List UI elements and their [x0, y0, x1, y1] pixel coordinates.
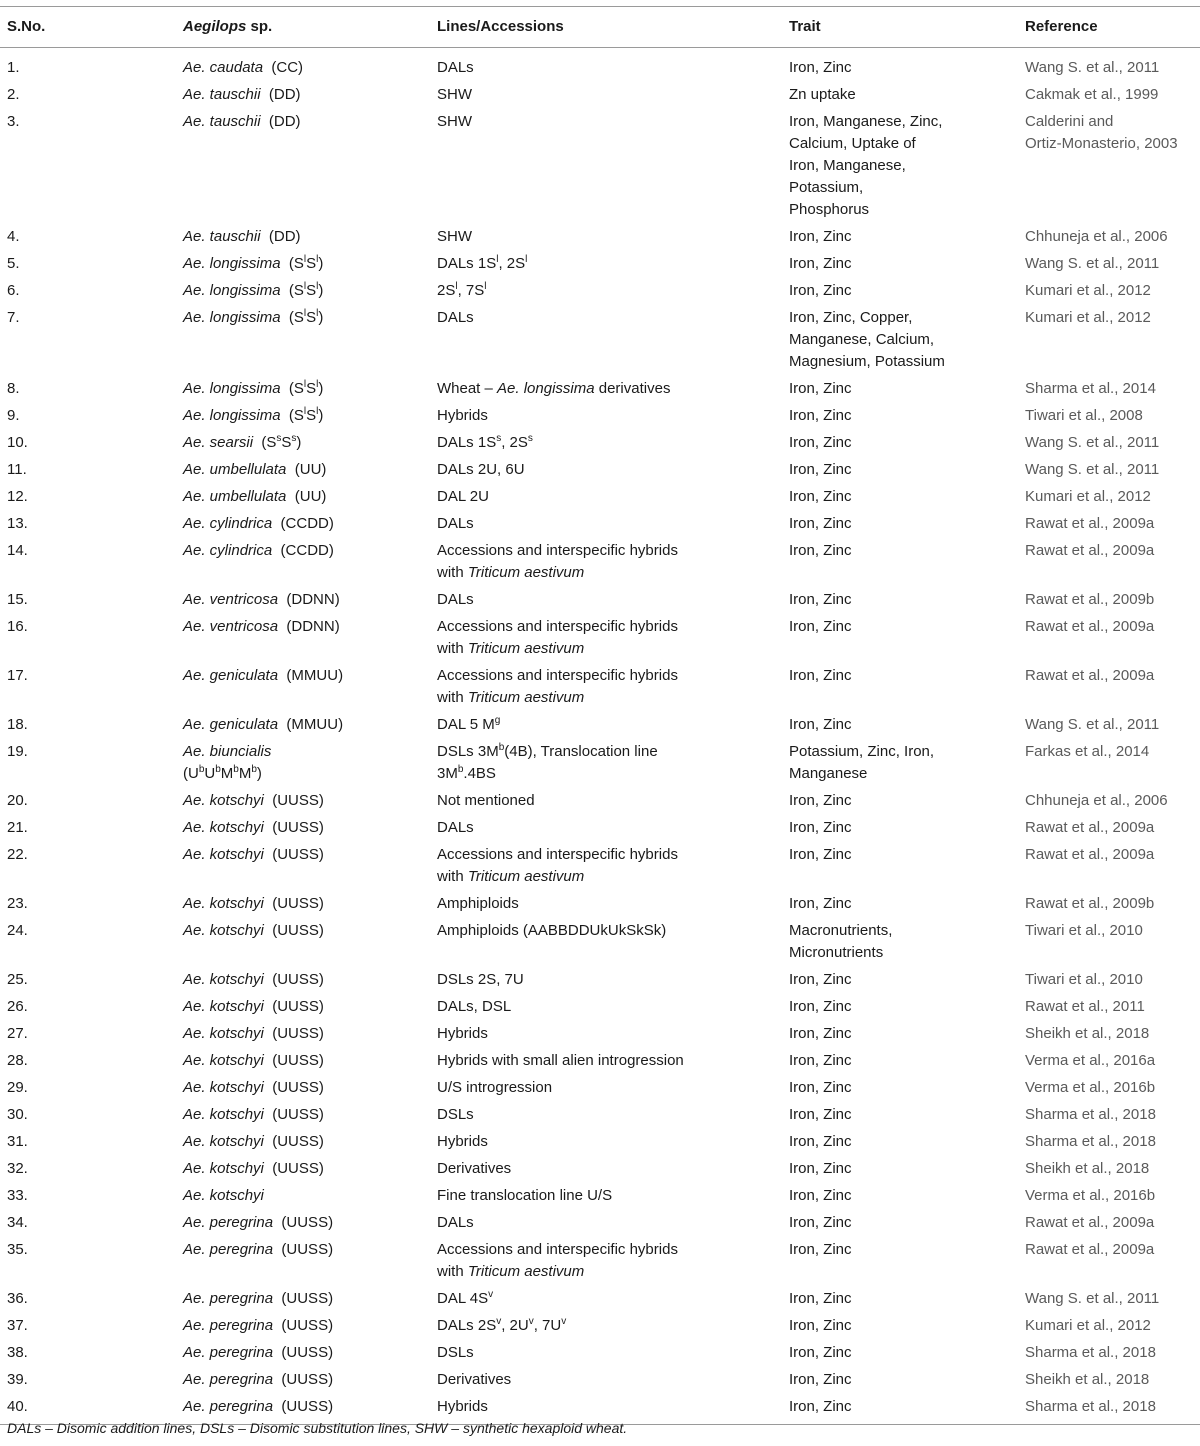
row-species: Ae. peregrina (UUSS): [183, 1241, 334, 1258]
row-species: Ae. umbellulata (UU): [183, 461, 327, 478]
row-reference: Rawat et al., 2009a: [1025, 1241, 1155, 1258]
row-species: Ae. cylindrica (CCDD): [183, 542, 334, 559]
row-lines: Hybrids: [437, 407, 488, 424]
table-row: [0, 1181, 1200, 1208]
row-reference: Sheikh et al., 2018: [1025, 1025, 1150, 1042]
row-species: Ae. peregrina (UUSS): [183, 1290, 334, 1307]
row-reference: Sharma et al., 2018: [1018, 1392, 1200, 1425]
row-lines: DALs: [437, 591, 474, 608]
row-species: Ae. longissima $(S^lS^l)$: [183, 406, 324, 424]
row-number: 9.: [7, 407, 20, 424]
row-reference: Rawat et al., 2009a: [1025, 1214, 1155, 1231]
row-species: Ae. kotschyi (UUSS): [183, 1160, 324, 1177]
row-species: Ae. kotschyi (UUSS): [183, 1133, 324, 1150]
row-number: 16.: [7, 618, 28, 635]
row-reference: Rawat et al., 2011: [1025, 998, 1145, 1015]
table-row: [0, 585, 1200, 612]
row-species: Ae. peregrina (UUSS): [183, 1344, 334, 1361]
row-lines: DALs: [437, 309, 474, 326]
table-footnote: DALs – Disomic addition lines, DSLs – Disomic substitution lines, SHW – synthetic hexaploid wheat.: [7, 1420, 628, 1436]
row-species: Ae. peregrina (UUSS): [176, 1392, 430, 1425]
row-lines: DALs: [437, 819, 474, 836]
row-number: 8.: [7, 380, 20, 397]
row-number: 19.: [7, 743, 28, 760]
row-reference: Farkas et al., 2014: [1025, 743, 1150, 760]
row-species: Ae. geniculata (MMUU): [183, 667, 344, 684]
table-row: [0, 612, 1200, 661]
row-number: 12.: [7, 488, 28, 505]
row-reference: Rawat et al., 2009a: [1025, 515, 1155, 532]
row-trait: Iron, Zinc: [789, 1106, 852, 1123]
row-lines: SHW: [437, 228, 472, 245]
row-species: Ae. kotschyi (UUSS): [183, 1025, 324, 1042]
row-trait: Iron, Zinc: [789, 1241, 852, 1258]
row-number: 24.: [7, 922, 28, 939]
row-species: Ae. peregrina (UUSS): [183, 1317, 334, 1334]
row-number: 34.: [7, 1214, 28, 1231]
row-reference: Verma et al., 2016a: [1025, 1052, 1156, 1069]
row-reference: Kumari et al., 2012: [1025, 488, 1151, 505]
row-number: 25.: [7, 971, 28, 988]
row-number: 30.: [7, 1106, 28, 1123]
table-row: [0, 1338, 1200, 1365]
row-trait: Iron, Zinc: [789, 591, 852, 608]
row-lines: Hybrids: [437, 1025, 488, 1042]
row-species: Ae. tauschii (DD): [183, 86, 301, 103]
row-number: 28.: [7, 1052, 28, 1069]
table-row: [0, 428, 1200, 455]
table-row: [0, 840, 1200, 889]
row-reference: Rawat et al., 2009a: [1025, 618, 1155, 635]
row-species: Ae. kotschyi (UUSS): [183, 792, 324, 809]
table-row: [0, 1046, 1200, 1073]
row-species: Ae. kotschyi (UUSS): [183, 819, 324, 836]
header-species: Aegilops sp.: [176, 7, 430, 48]
row-species: Ae. kotschyi (UUSS): [183, 998, 324, 1015]
row-number: 10.: [7, 434, 28, 451]
row-species: Ae. ventricosa (DDNN): [183, 591, 340, 608]
table-row: [0, 401, 1200, 428]
table-row: [0, 1365, 1200, 1392]
table-row: [0, 1073, 1200, 1100]
row-trait: Iron, Zinc, Copper, Manganese, Calcium, Magnesium, Potassium: [789, 309, 945, 370]
row-number: 15.: [7, 591, 28, 608]
row-reference: Tiwari et al., 2008: [1025, 407, 1143, 424]
row-trait: Iron, Zinc: [789, 819, 852, 836]
row-lines: DAL 5 $M^g$: [437, 715, 501, 733]
table-row: [0, 813, 1200, 840]
row-species: Ae. umbellulata (UU): [183, 488, 327, 505]
row-species: Ae. peregrina (UUSS): [183, 1371, 334, 1388]
row-number: 3.: [7, 113, 20, 130]
row-trait: Iron, Zinc: [789, 1344, 852, 1361]
row-number: 26.: [7, 998, 28, 1015]
row-species: Ae. ventricosa (DDNN): [183, 618, 340, 635]
row-species: Ae. peregrina (UUSS): [183, 1214, 334, 1231]
row-number: 1.: [7, 59, 20, 76]
row-lines: SHW: [437, 113, 472, 130]
row-trait: Iron, Zinc: [789, 255, 852, 272]
row-reference: Wang S. et al., 2011: [1025, 255, 1160, 272]
row-lines: Amphiploids: [437, 895, 519, 912]
row-species: Ae. kotschyi: [183, 1187, 264, 1204]
row-lines: Hybrids with small alien introgression: [437, 1052, 684, 1069]
row-trait: Iron, Zinc: [789, 618, 852, 635]
row-number: 35.: [7, 1241, 28, 1258]
row-reference: Verma et al., 2016b: [1025, 1079, 1156, 1096]
row-species: Ae. longissima $(S^lS^l)$: [183, 379, 324, 397]
row-lines: DSLs 2S, 7U: [437, 971, 524, 988]
table-row: [0, 455, 1200, 482]
row-lines: DAL 2U: [437, 488, 489, 505]
row-trait: Iron, Zinc: [789, 228, 852, 245]
row-number: 17.: [7, 667, 28, 684]
table-row: [0, 710, 1200, 737]
row-lines: DSLs: [437, 1344, 474, 1361]
table-row: [0, 1019, 1200, 1046]
table-row: [0, 374, 1200, 401]
row-species: Ae. kotschyi (UUSS): [183, 895, 324, 912]
row-number: 38.: [7, 1344, 28, 1361]
table-row: [0, 661, 1200, 710]
row-species: Ae. longissima $(S^lS^l)$: [183, 254, 324, 272]
row-species: Ae. kotschyi (UUSS): [183, 1106, 324, 1123]
row-species: Ae. geniculata (MMUU): [183, 716, 344, 733]
row-number: 32.: [7, 1160, 28, 1177]
table-row: [0, 276, 1200, 303]
row-reference: Kumari et al., 2012: [1025, 309, 1151, 326]
row-species: Ae. cylindrica (CCDD): [183, 515, 334, 532]
row-species: Ae. biuncialis $(U^bU^bM^bM^b)$: [183, 743, 272, 782]
row-reference: Sharma et al., 2018: [1025, 1344, 1156, 1361]
row-reference: Rawat et al., 2009a: [1025, 846, 1155, 863]
table-row: [0, 536, 1200, 585]
header-lines: Lines/Accessions: [430, 7, 782, 48]
header-trait: Trait: [782, 7, 1018, 48]
row-trait: Iron, Zinc: [789, 716, 852, 733]
table-row: [0, 889, 1200, 916]
row-reference: Wang S. et al., 2011: [1025, 461, 1160, 478]
row-species: Ae. longissima $(S^lS^l)$: [183, 308, 324, 326]
row-species: Ae. longissima $(S^lS^l)$: [183, 281, 324, 299]
table-row: [0, 107, 1200, 222]
table-row: [0, 992, 1200, 1019]
row-lines: Not mentioned: [437, 792, 535, 809]
row-reference: Rawat et al., 2009a: [1025, 819, 1155, 836]
row-number: 11.: [7, 461, 27, 478]
row-reference: Kumari et al., 2012: [1025, 282, 1151, 299]
table-row: [0, 1235, 1200, 1284]
row-lines: Hybrids: [437, 1133, 488, 1150]
row-trait: Iron, Zinc: [789, 1317, 852, 1334]
row-trait: Iron, Zinc: [789, 1160, 852, 1177]
row-reference: Sharma et al., 2018: [1025, 1133, 1156, 1150]
row-number: 36.: [7, 1290, 28, 1307]
row-number: 27.: [7, 1025, 28, 1042]
row-species: Ae. kotschyi (UUSS): [183, 922, 324, 939]
row-reference: Wang S. et al., 2011: [1025, 434, 1160, 451]
row-number: 29.: [7, 1079, 28, 1096]
header-reference: Reference: [1018, 7, 1200, 48]
row-trait: Iron, Zinc: [789, 407, 852, 424]
table-row: [0, 737, 1200, 786]
row-trait: Macronutrients, Micronutrients: [789, 922, 893, 961]
row-number: 5.: [7, 255, 20, 272]
row-number: 23.: [7, 895, 28, 912]
row-trait: Iron, Zinc: [789, 895, 852, 912]
row-number: 7.: [7, 309, 20, 326]
table-row: [0, 916, 1200, 965]
row-lines: DALs $1S^s$, $2S^s$: [437, 433, 533, 451]
row-lines: DALs $1S^l$, $2S^l$: [437, 254, 528, 272]
row-number: 14.: [7, 542, 28, 559]
table-row: [0, 1127, 1200, 1154]
table-row: [0, 786, 1200, 813]
row-trait: Iron, Zinc: [789, 1052, 852, 1069]
row-species: Ae. caudata (CC): [183, 59, 304, 76]
row-reference: Chhuneja et al., 2006: [1025, 792, 1168, 809]
row-reference: Sheikh et al., 2018: [1025, 1371, 1150, 1388]
table-row: [0, 1100, 1200, 1127]
row-lines: Hybrids: [430, 1392, 782, 1425]
row-trait: Iron, Zinc: [789, 461, 852, 478]
row-lines: DSLs $3M^b(4B)$, Translocation line $3M^b.4BS$: [437, 742, 658, 782]
row-reference: Verma et al., 2016b: [1025, 1187, 1156, 1204]
table-row: [0, 965, 1200, 992]
row-species: Ae. searsii $(S^sS^s)$: [183, 433, 302, 451]
row-lines: Accessions and interspecific hybrids with Triticum aestivum: [437, 542, 678, 581]
row-number: 18.: [7, 716, 28, 733]
row-lines: SHW: [437, 86, 472, 103]
row-lines: DAL $4S^v$: [437, 1289, 494, 1307]
row-reference: Tiwari et al., 2010: [1025, 922, 1143, 939]
table-row: [0, 303, 1200, 374]
row-trait: Iron, Zinc: [789, 434, 852, 451]
row-trait: Iron, Zinc: [789, 1079, 852, 1096]
row-number: 6.: [7, 282, 20, 299]
row-number: 39.: [7, 1371, 28, 1388]
row-number: 13.: [7, 515, 28, 532]
row-species: Ae. tauschii (DD): [183, 228, 301, 245]
header-row: [0, 7, 1200, 48]
row-trait: Iron, Zinc: [789, 380, 852, 397]
row-lines: DALs, DSL: [437, 998, 512, 1015]
row-lines: Accessions and interspecific hybrids with Triticum aestivum: [437, 1241, 678, 1280]
row-reference: Rawat et al., 2009a: [1025, 667, 1155, 684]
table-row: [0, 48, 1200, 81]
table-row: [0, 1311, 1200, 1338]
row-species: Ae. kotschyi (UUSS): [183, 846, 324, 863]
row-trait: Potassium, Zinc, Iron, Manganese: [789, 743, 935, 782]
row-trait: Zn uptake: [789, 86, 856, 103]
row-lines: Accessions and interspecific hybrids with Triticum aestivum: [437, 846, 678, 885]
row-species: Ae. tauschii (DD): [183, 113, 301, 130]
row-reference: Kumari et al., 2012: [1025, 1317, 1151, 1334]
table-body: [0, 48, 1200, 1425]
table-row: [0, 1208, 1200, 1235]
row-reference: Rawat et al., 2009b: [1025, 895, 1155, 912]
row-reference: Chhuneja et al., 2006: [1025, 228, 1168, 245]
table-row: [0, 1284, 1200, 1311]
row-reference: Calderini and Ortiz-Monasterio, 2003: [1025, 113, 1178, 152]
row-species: Ae. kotschyi (UUSS): [183, 1052, 324, 1069]
table-row: [0, 249, 1200, 276]
row-lines: Accessions and interspecific hybrids with Triticum aestivum: [437, 618, 678, 657]
row-lines: DALs 2U, 6U: [437, 461, 525, 478]
row-trait: Iron, Zinc: [789, 282, 852, 299]
row-number: 40.: [0, 1392, 176, 1425]
row-species: Ae. kotschyi (UUSS): [183, 971, 324, 988]
row-reference: Rawat et al., 2009b: [1025, 591, 1155, 608]
row-lines: Amphiploids (AABBDDUkUkSkSk): [437, 922, 667, 939]
row-number: 33.: [7, 1187, 28, 1204]
row-number: 4.: [7, 228, 20, 245]
row-trait: Iron, Zinc: [789, 1214, 852, 1231]
row-species: Ae. kotschyi (UUSS): [183, 1079, 324, 1096]
row-trait: Iron, Zinc: [789, 1187, 852, 1204]
row-reference: Cakmak et al., 1999: [1025, 86, 1159, 103]
row-reference: Rawat et al., 2009a: [1025, 542, 1155, 559]
row-trait: Iron, Zinc: [789, 998, 852, 1015]
row-number: 2.: [7, 86, 20, 103]
row-trait: Iron, Zinc: [789, 59, 852, 76]
table-row: [0, 509, 1200, 536]
row-trait: Iron, Zinc: [789, 1290, 852, 1307]
row-reference: Sharma et al., 2014: [1025, 380, 1156, 397]
row-reference: Tiwari et al., 2010: [1025, 971, 1143, 988]
row-lines: $2S^l$, $7S^l$: [437, 281, 487, 299]
table-row: [0, 1154, 1200, 1181]
row-lines: Derivatives: [437, 1160, 512, 1177]
row-trait: Iron, Zinc: [789, 542, 852, 559]
row-lines: DALs: [437, 1214, 474, 1231]
row-reference: Sharma et al., 2018: [1025, 1106, 1156, 1123]
row-trait: Iron, Zinc: [789, 971, 852, 988]
row-trait: Iron, Zinc: [789, 846, 852, 863]
row-trait: Iron, Manganese, Zinc, Calcium, Uptake of Iron, Manganese, Potassium, Phosphorus: [789, 113, 943, 218]
row-reference: Wang S. et al., 2011: [1025, 1290, 1160, 1307]
row-lines: Accessions and interspecific hybrids with Triticum aestivum: [437, 667, 678, 706]
row-lines: DALs: [437, 59, 474, 76]
row-trait: Iron, Zinc: [789, 1133, 852, 1150]
table-row: [0, 80, 1200, 107]
table-row: [0, 482, 1200, 509]
row-trait: Iron, Zinc: [789, 1371, 852, 1388]
row-trait: Iron, Zinc: [789, 667, 852, 684]
row-lines: U/S introgression: [437, 1079, 553, 1096]
row-reference: Sheikh et al., 2018: [1025, 1160, 1150, 1177]
row-trait: Iron, Zinc: [782, 1392, 1018, 1425]
row-trait: Iron, Zinc: [789, 1025, 852, 1042]
row-reference: Wang S. et al., 2011: [1025, 59, 1160, 76]
row-lines: DALs: [437, 515, 474, 532]
row-lines: Wheat – Ae. longissima derivatives: [437, 380, 671, 397]
row-lines: DSLs: [437, 1106, 474, 1123]
row-number: 21.: [7, 819, 28, 836]
header-sno: S.No.: [0, 7, 176, 48]
row-number: 31.: [7, 1133, 28, 1150]
row-reference: Wang S. et al., 2011: [1025, 716, 1160, 733]
row-number: 20.: [7, 792, 28, 809]
row-number: 37.: [7, 1317, 28, 1334]
row-trait: Iron, Zinc: [789, 515, 852, 532]
row-lines: DALs $2S^v$, $2U^v$, $7U^v$: [437, 1316, 567, 1334]
row-trait: Iron, Zinc: [789, 488, 852, 505]
table-row: [0, 222, 1200, 249]
row-lines: Fine translocation line U/S: [437, 1187, 613, 1204]
row-number: 22.: [7, 846, 28, 863]
row-trait: Iron, Zinc: [789, 792, 852, 809]
aegilops-table: [0, 6, 1200, 1425]
row-lines: Derivatives: [437, 1371, 512, 1388]
